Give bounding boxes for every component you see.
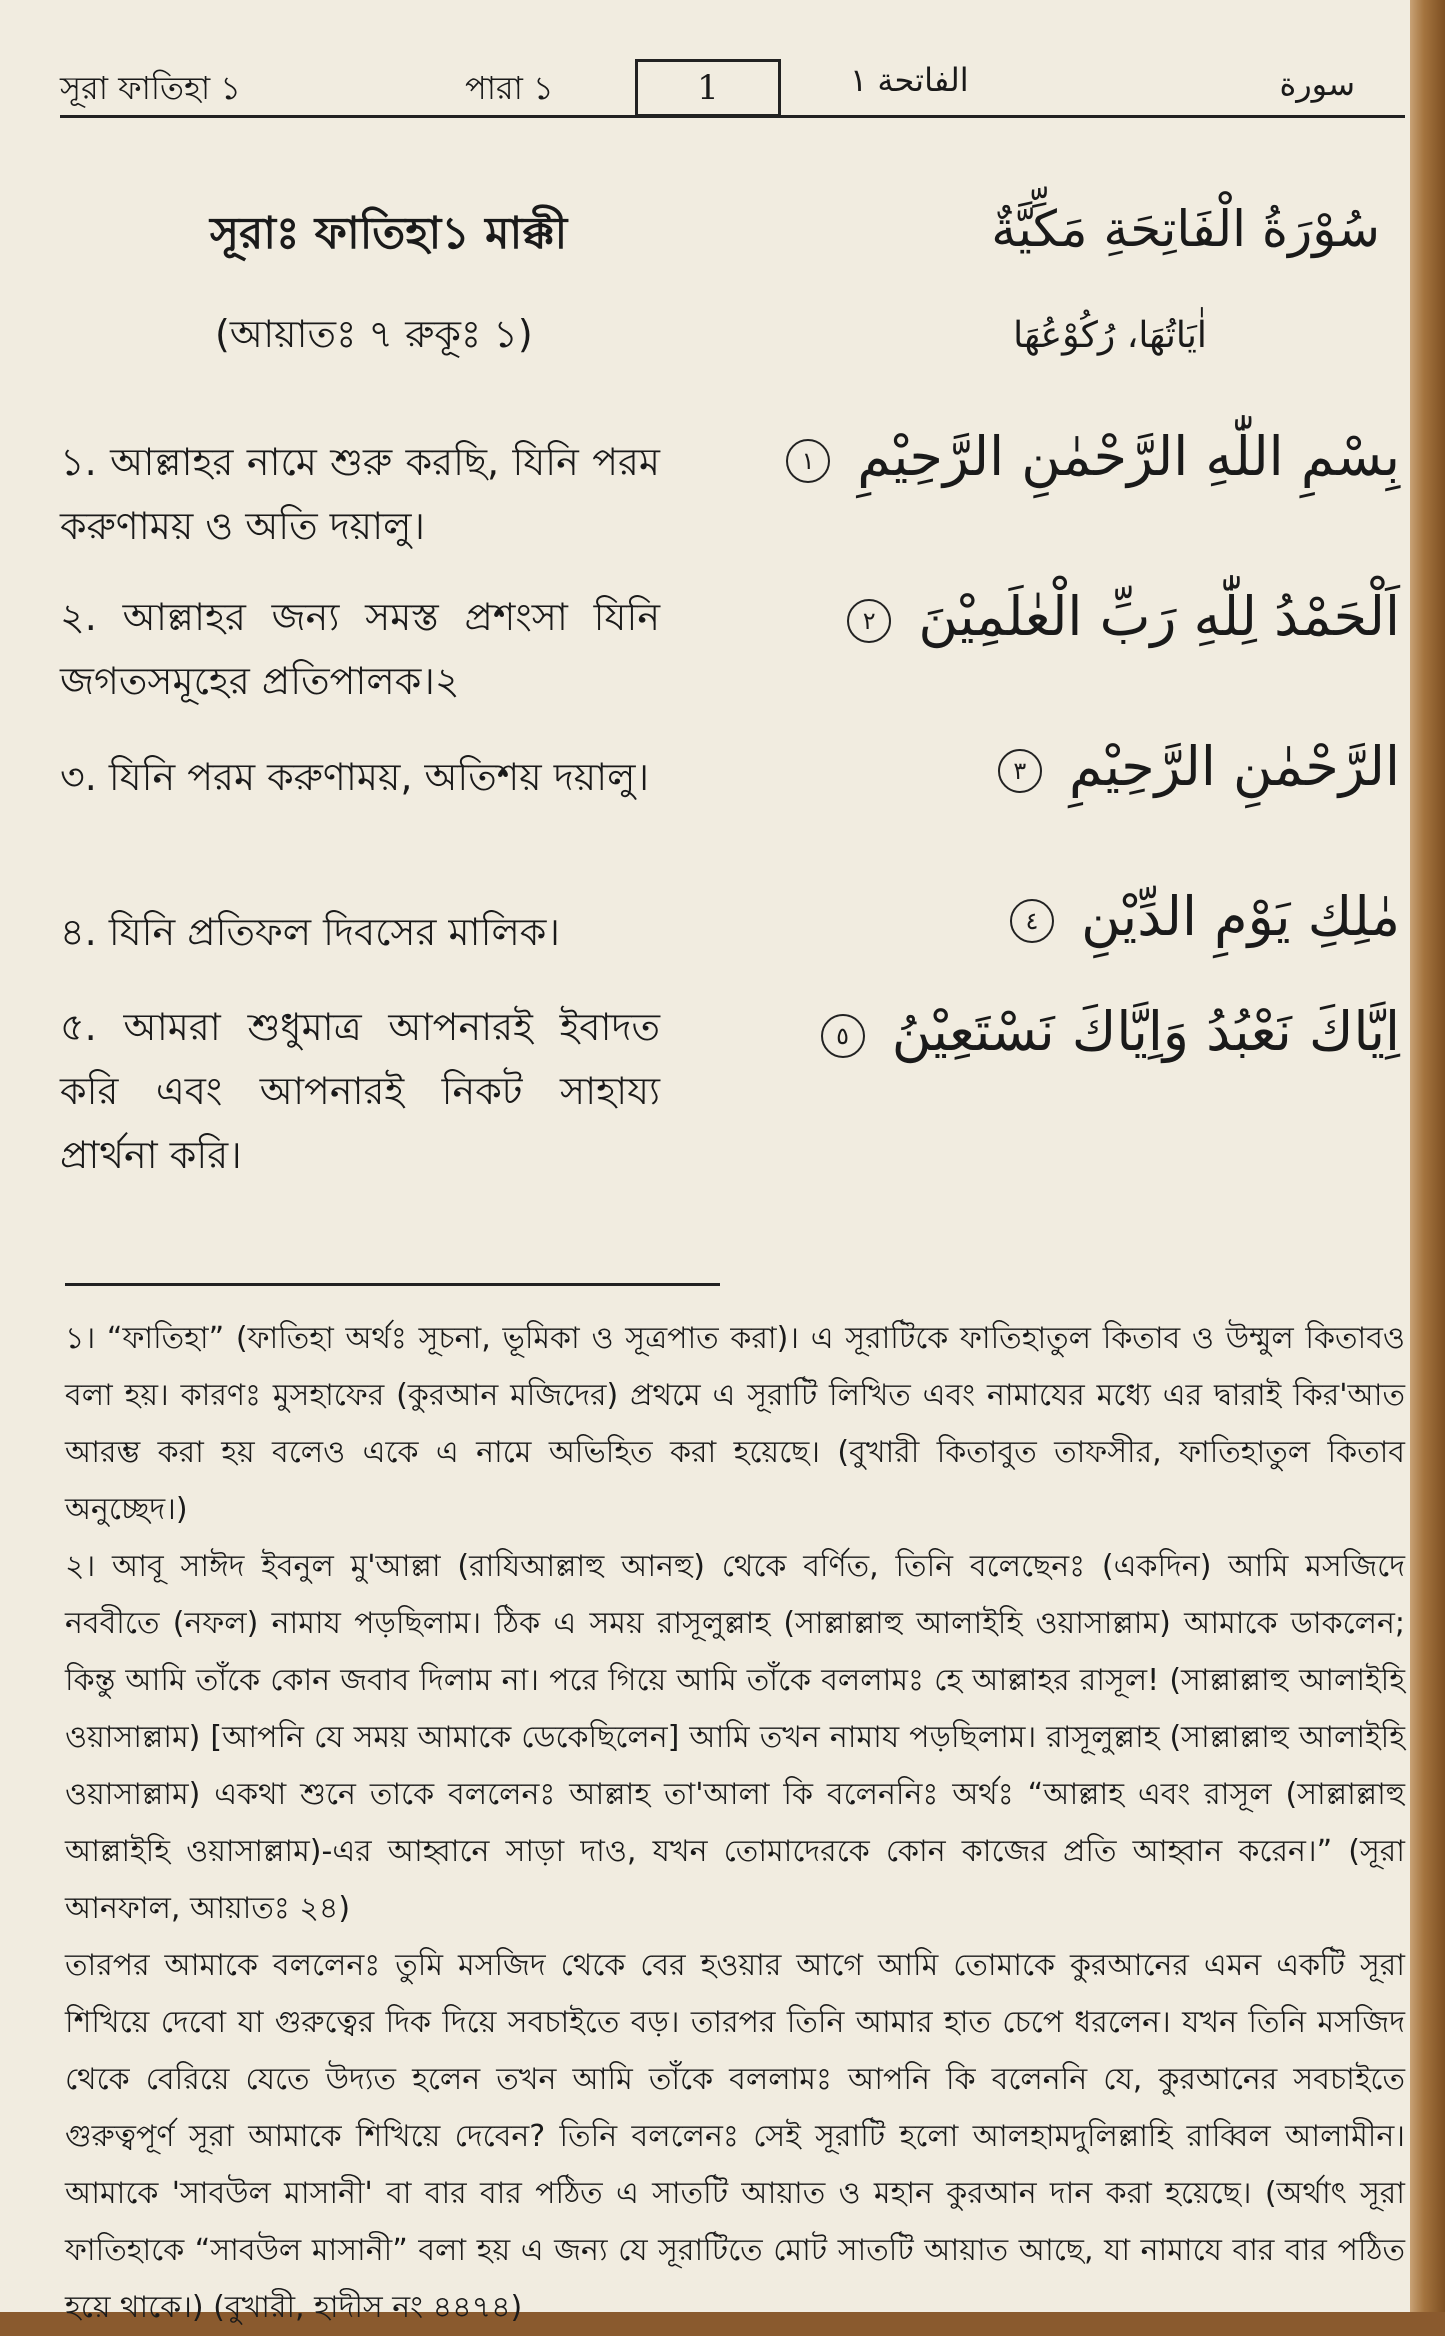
- bengali-surah-title: সূরাঃ ফাতিহা১ মাক্কী: [210, 208, 568, 259]
- footnote-rule: [65, 1283, 720, 1286]
- ayah-number-marker: ٢: [847, 599, 891, 643]
- arabic-verse-text: مٰلِكِ يَوْمِ الدِّيْنِ: [1081, 885, 1400, 948]
- header-rule: [60, 115, 1405, 118]
- bengali-surah-subtitle: (আয়াতঃ ৭ রুকূঃ ১): [215, 312, 533, 356]
- header-surah-label-arabic: سورة: [1279, 65, 1355, 103]
- ayah-number-marker: ٤: [1010, 899, 1054, 943]
- arabic-verse: [700, 425, 1400, 488]
- page-edge: [1410, 0, 1445, 2312]
- arabic-verse: [700, 885, 1400, 948]
- arabic-verse: [700, 1000, 1400, 1063]
- header-para: পারা ১: [465, 69, 554, 107]
- ayah-number-marker: ١: [786, 439, 830, 483]
- footnotes: [65, 1310, 1405, 2336]
- ayah-number-marker: ٥: [821, 1014, 865, 1058]
- bengali-verse: ২. আল্লাহর জন্য সমস্ত প্রশংসা যিনি জগতসমূহের প্রতিপালক।২: [60, 595, 660, 703]
- page-number-box: 1: [635, 59, 781, 117]
- footnote-2: ২। আবূ সাঈদ ইবনুল মু'আল্লা (রাযিআল্লাহু আনহু) থেকে বর্ণিত, তিনি বলেছেনঃ (একদিন) আমি মসজিদে নববীতে (নফল) নামায পড়ছিলাম। ঠিক এ সময় রাসূলুল্লাহ (সাল্লাল্লাহু আলাইহি ওয়াসাল্লাম) আমাকে ডাকলেন; কিন্তু আমি তাঁকে কোন জবাব দিলাম না। পরে গিয়ে আমি তাঁকে বললামঃ হে আল্লাহর রাসূল! (সাল্লাল্লাহু আলাইহি ওয়াসাল্লাম) [আপনি যে সময় আমাকে ডেকেছিলেন] আমি তখন নামায পড়ছিলাম। রাসূলুল্লাহ (সাল্লাল্লাহু আলাইহি ওয়াসাল্লাম) একথা শুনে তাকে বললেনঃ আল্লাহ তা'আলা কি বলেননিঃ অর্থঃ “আল্লাহ এবং রাসূল (সাল্লাল্লাহু আল্লাইহি ওয়াসাল্লাম)-এর আহ্বানে সাড়া দাও, যখন তোমাদেরকে কোন কাজের প্রতি আহ্বান করেন।” (সূরা আনফাল, আয়াতঃ ২৪): [65, 1549, 1405, 1926]
- bengali-verse: ৩. যিনি পরম করুণাময়, অতিশয় দয়ালু।: [60, 755, 650, 799]
- ayah-number-marker: ٣: [998, 749, 1042, 793]
- arabic-verse-text: الرَّحْمٰنِ الرَّحِيْمِ: [1069, 735, 1400, 798]
- arabic-surah-subtitle: اٰيَاتُهَا، رُكُوْعُهَا: [1013, 315, 1207, 356]
- header-surah-arabic: الفاتحة ١: [850, 61, 969, 99]
- footnote-1: ১। “ফাতিহা” (ফাতিহা অর্থঃ সূচনা, ভূমিকা ও সূত্রপাত করা)। এ সূরাটিকে ফাতিহাতুল কিতাব ও উম্মুল কিতাবও বলা হয়। কারণঃ মুসহাফের (কুরআন মজিদের) প্রথমে এ সূরাটি লিখিত এবং নামাযের মধ্যে এর দ্বারাই কির'আত আরম্ভ করা হয় বলেও একে এ নামে অভিহিত করা হয়েছে। (বুখারী কিতাবুত তাফসীর, ফাতিহাতুল কিতাব অনুচ্ছেদ।): [65, 1321, 1405, 1527]
- arabic-surah-title: سُوْرَةُ الْفَاتِحَةِ مَكِّيَّةٌ: [991, 200, 1380, 258]
- page-header: [60, 55, 1405, 119]
- header-surah-bengali: সূরা ফাতিহা ১: [60, 69, 242, 107]
- bengali-verse: ৫. আমরা শুধুমাত্র আপনারই ইবাদত করি এবং আপনারই নিকট সাহায্য প্রার্থনা করি।: [60, 1005, 660, 1177]
- bengali-verse: ৪. যিনি প্রতিফল দিবসের মালিক।: [60, 910, 560, 954]
- arabic-verse-text: اَلْحَمْدُ لِلّٰهِ رَبِّ الْعٰلَمِيْنَ: [918, 585, 1400, 648]
- footnote-2-continued: তারপর আমাকে বললেনঃ তুমি মসজিদ থেকে বের হওয়ার আগে আমি তোমাকে কুরআনের এমন একটি সূরা শিখিয়ে দেবো যা গুরুত্বের দিক দিয়ে সবচাইতে বড়। তারপর তিনি আমার হাত চেপে ধরলেন। যখন তিনি মসজিদ থেকে বেরিয়ে যেতে উদ্যত হলেন তখন আমি তাঁকে বললামঃ আপনি কি বলেননি যে, কুরআনের সবচাইতে গুরুত্বপূর্ণ সূরা আমাকে শিখিয়ে দেবেন? তিনি বললেনঃ সেই সূরাটি হলো আলহামদুলিল্লাহি রাব্বিল আলামীন। আমাকে 'সাবউল মাসানী' বা বার বার পঠিত এ সাতটি আয়াত ও মহান কুরআন দান করা হয়েছে। (অর্থাৎ সূরা ফাতিহাকে “সাবউল মাসানী” বলা হয় এ জন্য যে সূরাটিতে মোট সাতটি আয়াত আছে, যা নামাযে বার বার পঠিত হয়ে থাকে।) (বুখারী, হাদীস নং ৪৪৭৪): [65, 1948, 1405, 2325]
- arabic-verse: [700, 585, 1400, 648]
- arabic-verse-text: اِيَّاكَ نَعْبُدُ وَاِيَّاكَ نَسْتَعِيْنُ: [891, 1000, 1400, 1063]
- bengali-verse: ১. আল্লাহর নামে শুরু করছি, যিনি পরম করুণাময় ও অতি দয়ালু।: [60, 440, 660, 548]
- arabic-verse: [700, 735, 1400, 798]
- arabic-verse-text: بِسْمِ اللّٰهِ الرَّحْمٰنِ الرَّحِيْمِ: [857, 425, 1400, 488]
